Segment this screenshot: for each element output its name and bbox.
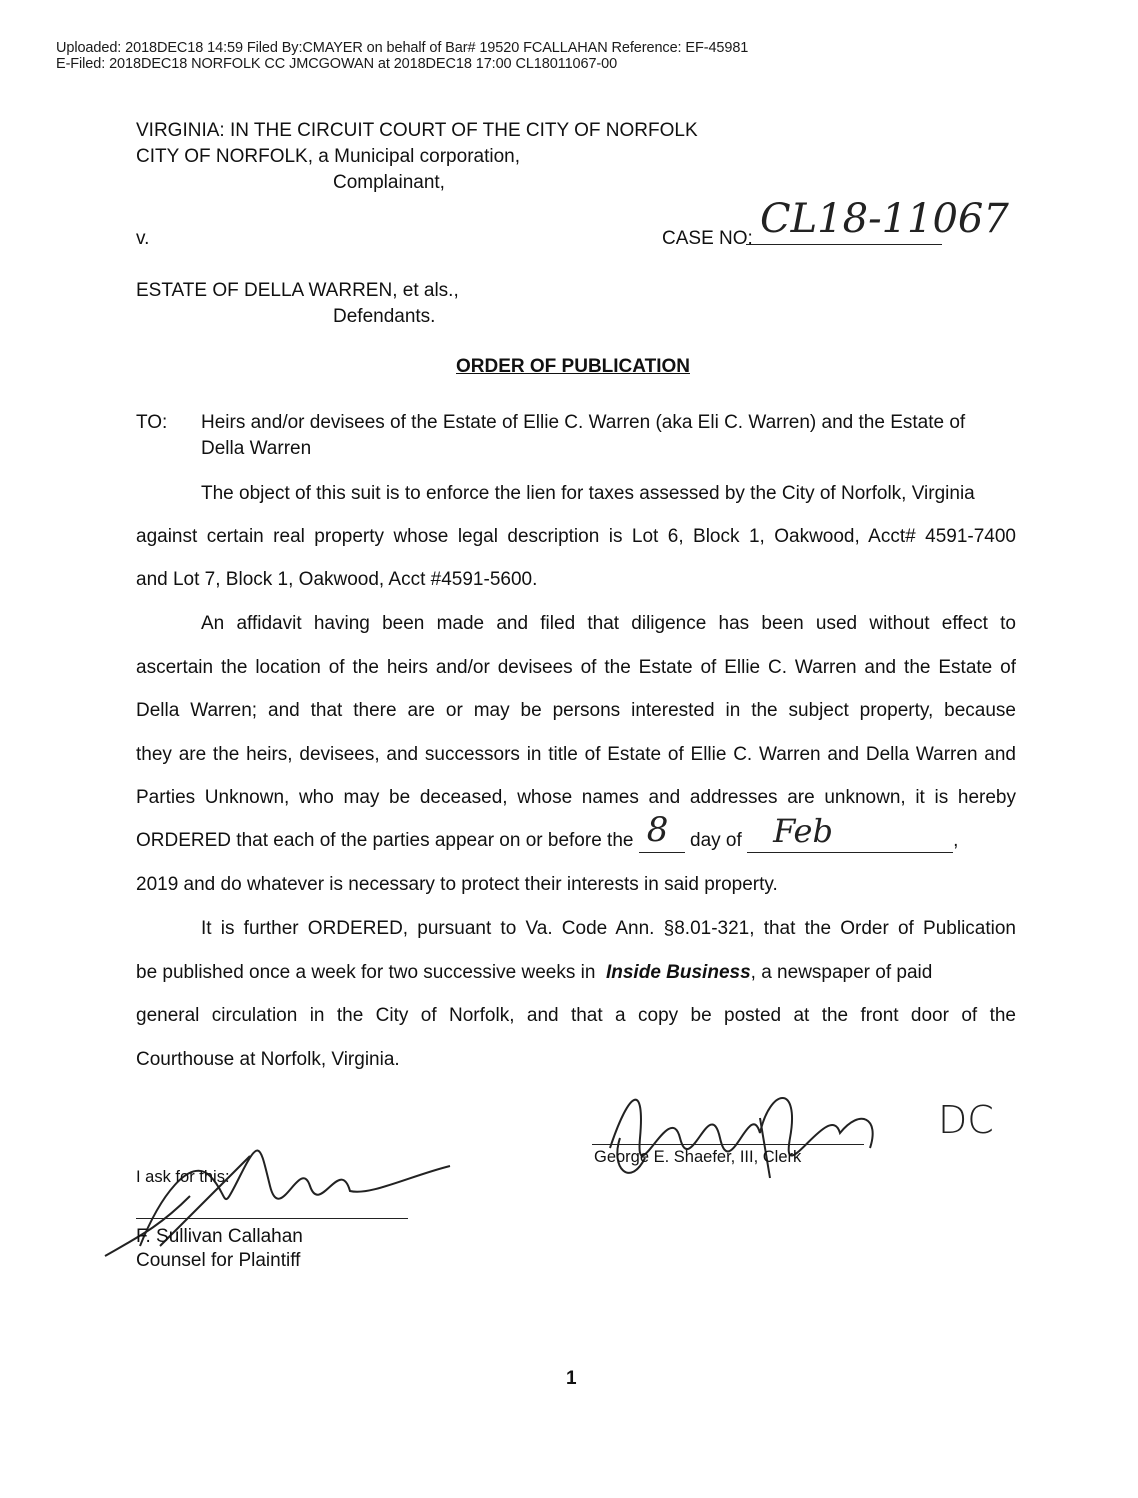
to-label: TO: <box>136 412 168 433</box>
ordered-line <box>136 810 1016 853</box>
day-blank <box>639 810 685 853</box>
body-text: be published once a week for two successive weeks in <box>136 962 596 983</box>
body-line: general circulation in the City of Norfolk, and that a copy be posted at the front door of the <box>136 1005 1016 1026</box>
newspaper-line <box>136 962 1016 984</box>
to-line-2: Della Warren <box>201 438 312 459</box>
body-line: ascertain the location of the heirs and/or devisees of the Estate of Ellie C. Warren and the Estate of <box>136 657 1016 678</box>
clerk-signature <box>600 1078 900 1188</box>
defendant-name: ESTATE OF DELLA WARREN, et als., <box>136 280 459 301</box>
plaintiff-name: CITY OF NORFOLK, a Municipal corporation, <box>136 146 520 167</box>
plaintiff-role: Complainant, <box>333 172 445 193</box>
clerk-name: George E. Shaefer, III, Clerk <box>594 1148 802 1166</box>
body-line: 2019 and do whatever is necessary to protect their interests in said property. <box>136 874 778 895</box>
body-line: The object of this suit is to enforce the lien for taxes assessed by the City of Norfolk, Virginia <box>201 483 975 504</box>
body-line: Parties Unknown, who may be deceased, whose names and addresses are unknown, it is hereby <box>136 787 1016 808</box>
request-text: I ask for this: <box>136 1168 230 1186</box>
court-heading: VIRGINIA: IN THE CIRCUIT COURT OF THE CITY OF NORFOLK <box>136 120 698 141</box>
page-number: 1 <box>566 1368 577 1389</box>
efiled-stamp-line: E-Filed: 2018DEC18 NORFOLK CC JMCGOWAN at 2018DEC18 17:00 CL18011067-00 <box>56 56 618 72</box>
ordered-text: ORDERED that each of the parties appear on or before the <box>136 830 634 851</box>
day-of-text: day of <box>690 830 742 851</box>
newspaper-name: Inside Business <box>605 962 751 983</box>
case-number-underline <box>746 244 942 245</box>
upload-stamp-line: Uploaded: 2018DEC18 14:59 Filed By:CMAYER on behalf of Bar# 19520 FCALLAHAN Reference: EF-45981 <box>56 40 749 56</box>
body-text: , a newspaper of paid <box>750 962 933 983</box>
body-line: and Lot 7, Block 1, Oakwood, Acct #4591-5600. <box>136 569 538 590</box>
body-line: It is further ORDERED, pursuant to Va. Code Ann. §8.01-321, that the Order of Publication <box>201 918 1016 939</box>
body-line: Della Warren; and that there are or may be persons interested in the subject property, because <box>136 700 1016 721</box>
body-line: An affidavit having been made and filed that diligence has been used without effect to <box>201 613 1016 634</box>
comma: , <box>953 830 959 851</box>
efiling-stamp <box>56 40 748 72</box>
body-line: against certain real property whose legal description is Lot 6, Block 1, Oakwood, Acct# 4591-7400 <box>136 526 1016 547</box>
handwritten-day: 8 <box>646 810 669 850</box>
document-title: ORDER OF PUBLICATION <box>456 356 690 377</box>
to-line-1: Heirs and/or devisees of the Estate of Ellie C. Warren (aka Eli C. Warren) and the Estate of <box>201 412 966 433</box>
counsel-role: Counsel for Plaintiff <box>136 1250 301 1271</box>
case-number-handwritten: CL18-11067 <box>760 196 1009 242</box>
counsel-signature-line <box>136 1218 408 1219</box>
body-line: they are the heirs, devisees, and successors in title of Estate of Ellie C. Warren and Della Warren and <box>136 744 1016 765</box>
versus: v. <box>136 228 150 249</box>
defendant-role: Defendants. <box>333 306 436 327</box>
clerk-dc-handwritten: DC <box>938 1098 994 1142</box>
body-line: Courthouse at Norfolk, Virginia. <box>136 1049 400 1070</box>
case-number-label: CASE NO: <box>662 228 753 249</box>
counsel-name: F. Sullivan Callahan <box>136 1226 303 1247</box>
handwritten-month: Feb <box>773 812 833 850</box>
month-blank <box>747 812 953 853</box>
clerk-signature-line <box>592 1144 864 1145</box>
